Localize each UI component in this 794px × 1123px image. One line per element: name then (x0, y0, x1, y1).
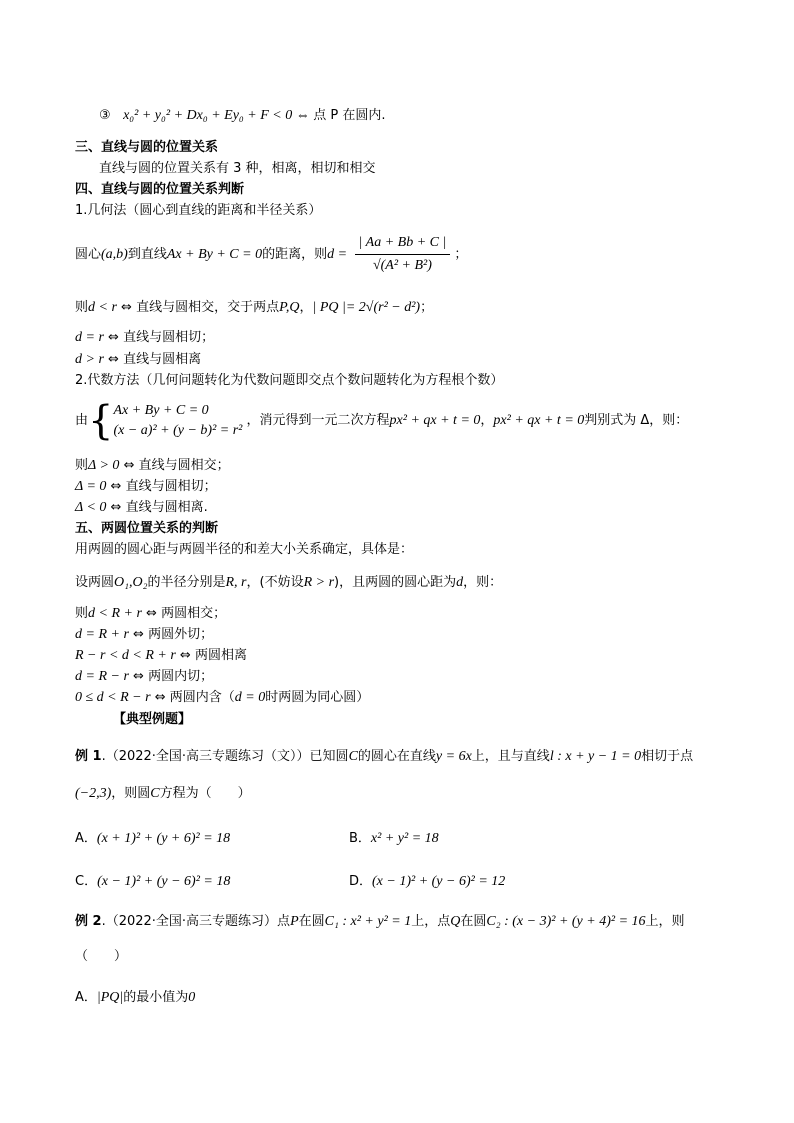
text-fragment: ⇔ 直线与圆相交； (119, 458, 230, 473)
option-label: D． (349, 874, 373, 889)
item-3-text: 点 P 在圆内. (313, 108, 386, 123)
section-5-title: 五、两圆位置关系的判断 (75, 521, 219, 536)
condition-formula: Δ < 0 (75, 500, 107, 515)
line-equation: Ax + By + C = 0 (166, 247, 263, 262)
brace-icon: { (88, 397, 114, 444)
text-fragment: 的距离，则 (262, 247, 328, 262)
points-formula: P,Q (279, 300, 300, 315)
text-fragment: 到直线 (127, 247, 167, 262)
method-1-title: 1.几何法（圆心到直线的距离和半径关系） (75, 203, 322, 218)
quadratic-equation: px² + qx + t = 0 (493, 413, 585, 428)
section-3-title: 三、直线与圆的位置关系 (75, 140, 219, 155)
circle-case-1 (75, 605, 226, 623)
example-2-stem (75, 913, 685, 931)
text-fragment: ⇔ 直线与圆相离. (106, 500, 208, 515)
text-fragment: ⇔ 直线与圆相离 (103, 352, 202, 367)
condition-formula: d = r (75, 330, 104, 345)
text-fragment: 则 (75, 300, 89, 315)
circle-case-4 (75, 668, 213, 686)
condition-formula: d > r (75, 352, 104, 367)
circle-symbol: C (150, 786, 160, 801)
condition-formula: Δ = 0 (75, 479, 107, 494)
text-fragment: 时两圆为同心圆） (265, 690, 370, 705)
example-1-option-c[interactable] (75, 870, 230, 890)
option-formula: x² + y² = 18 (370, 831, 439, 846)
text-fragment: 的圆心在直线 (357, 749, 436, 764)
system-line (75, 398, 688, 444)
option-label: B． (349, 831, 371, 846)
section-4-title: 四、直线与圆的位置关系判断 (75, 182, 245, 197)
text-fragment: ，则： (463, 575, 503, 590)
circle-symbol: C (348, 749, 358, 764)
text-fragment: )，且两圆的圆心距为 (334, 575, 457, 590)
text-fragment: ⇔ 两圆内含（ (150, 690, 235, 705)
circle-case-3 (75, 647, 247, 665)
m1-case-3 (75, 351, 201, 369)
option-value: 0 (188, 990, 196, 1005)
option-label: A． (75, 831, 97, 846)
chord-length-formula: | PQ |= 2√(r² − d²) (312, 300, 421, 315)
text-fragment: 相切于点 (641, 749, 694, 764)
condition-formula: d = 0 (234, 690, 266, 705)
centers-formula: O₁,O₂ (114, 575, 148, 590)
m2-case-2 (75, 478, 217, 496)
text-fragment: 由 (75, 413, 89, 428)
line-equation: l : x + y − 1 = 0 (549, 749, 642, 764)
section-3-body: 直线与圆的位置关系有 3 种，相离，相切和相交 (99, 161, 376, 176)
text-fragment: ⇔ 两圆内切； (128, 669, 214, 684)
quadratic-equation: px² + qx + t = 0 (389, 413, 481, 428)
text-fragment: 的半径分别是 (147, 575, 226, 590)
circle-case-5 (75, 689, 369, 707)
option-label: C． (75, 874, 98, 889)
radii-formula: R, r (225, 575, 247, 590)
option-formula: |PQ| (96, 990, 124, 1005)
method-2-title: 2.代数方法（几何问题转化为代数问题即交点个数问题转化为方程根个数） (75, 373, 504, 388)
point-symbol: P (290, 914, 299, 929)
text-fragment: .（2022·全国·高三专题练习（文））已知圆 (101, 749, 349, 764)
distance-symbol: d = (327, 247, 351, 262)
text-fragment: ； (454, 247, 468, 262)
option-formula: (x − 1)² + (y − 6)² = 18 (97, 874, 231, 889)
text-fragment: 判别式为 Δ，则： (584, 413, 689, 428)
example-1-stem-2 (75, 785, 251, 803)
text-fragment: 则 (75, 606, 89, 621)
example-label: 例 1 (75, 749, 102, 764)
text-fragment: 方程为（ ） (159, 786, 251, 801)
text-fragment: 上，且与直线 (471, 749, 550, 764)
text-fragment: 的最小值为 (123, 990, 189, 1005)
text-fragment: 上，则 (645, 914, 685, 929)
system-equation-2: (x − a)² + (y − b)² = r² (113, 422, 243, 438)
text-fragment: ，(不妨设 (246, 575, 304, 590)
condition-formula: 0 ≤ d < R − r (75, 690, 151, 705)
text-fragment: 上，点 (411, 914, 451, 929)
text-fragment: 则 (75, 458, 89, 473)
text-fragment: ； (420, 300, 434, 315)
example-2-paren: （ ） (75, 949, 128, 964)
text-fragment: ⇔ 两圆外切； (128, 627, 214, 642)
item-3 (99, 107, 385, 125)
system-equation-1: Ax + By + C = 0 (113, 402, 209, 418)
examples-title: 【典型例题】 (113, 712, 192, 727)
item-3-formula: x₀² + y₀² + Dx₀ + Ey₀ + F < 0 ⇔ (123, 108, 314, 123)
option-formula: (x + 1)² + (y + 6)² = 18 (96, 831, 231, 846)
circle-case-2 (75, 626, 213, 644)
option-formula: (x − 1)² + (y − 6)² = 12 (372, 874, 506, 889)
text-fragment: 在圆 (298, 914, 325, 929)
text-fragment: ， (480, 413, 494, 428)
example-label: 例 2 (75, 914, 102, 929)
m1-case-1 (75, 299, 433, 317)
fraction-numerator: | Aa + Bb + C | (355, 234, 451, 255)
condition-formula: Δ > 0 (88, 458, 120, 473)
circle-equation: C₂ : (x − 3)² + (y + 4)² = 16 (486, 914, 646, 929)
center-formula: (a,b) (101, 247, 128, 262)
example-2-option-a[interactable] (75, 986, 195, 1006)
condition-formula: d = R + r (75, 627, 129, 642)
text-fragment: ⇔ 两圆相交； (141, 606, 227, 621)
text-fragment: ⇔ 直线与圆相切； (106, 479, 217, 494)
example-1-option-a[interactable] (75, 827, 230, 847)
distance-formula-line (75, 234, 467, 275)
text-fragment: ⇔ 直线与圆相切； (103, 330, 215, 345)
condition-formula: R − r < d < R + r (75, 648, 176, 663)
text-fragment: ，则圆 (111, 786, 151, 801)
circle-equation: C₁ : x² + y² = 1 (324, 914, 412, 929)
distance-symbol: d (456, 575, 464, 590)
condition-formula: R > r (303, 575, 335, 590)
example-1-stem (75, 748, 693, 766)
fraction-denominator: √(A² + B²) (372, 258, 432, 273)
text-fragment: ， (299, 300, 313, 315)
condition-formula: d = R − r (75, 669, 129, 684)
text-fragment: .（2022·全国·高三专题练习）点 (101, 914, 291, 929)
item-3-marker: ③ (99, 108, 111, 123)
text-fragment: ⇔ 两圆相离 (175, 648, 247, 663)
m2-case-1 (75, 457, 230, 475)
distance-fraction (355, 234, 451, 275)
m2-case-3 (75, 499, 208, 517)
text-fragment: 设两圆 (75, 575, 115, 590)
condition-formula: d < r (88, 300, 117, 315)
text-fragment: 圆心 (75, 247, 102, 262)
option-label: A． (75, 990, 97, 1005)
example-1-option-b[interactable] (349, 827, 439, 847)
line-equation: y = 6x (435, 749, 472, 764)
m1-case-2 (75, 329, 214, 347)
text-fragment: ⇔ 直线与圆相交，交于两点 (116, 300, 280, 315)
section-5-body: 用两圆的圆心距与两圆半径的和差大小关系确定，具体是： (75, 542, 414, 557)
condition-formula: d < R + r (88, 606, 142, 621)
point-symbol: Q (450, 914, 461, 929)
point-formula: (−2,3) (75, 786, 112, 801)
text-fragment: ，消元得到一元二次方程 (246, 413, 390, 428)
two-circle-setup (75, 574, 502, 592)
equation-system (113, 401, 242, 441)
example-1-option-d[interactable] (349, 870, 505, 890)
text-fragment: 在圆 (460, 914, 487, 929)
